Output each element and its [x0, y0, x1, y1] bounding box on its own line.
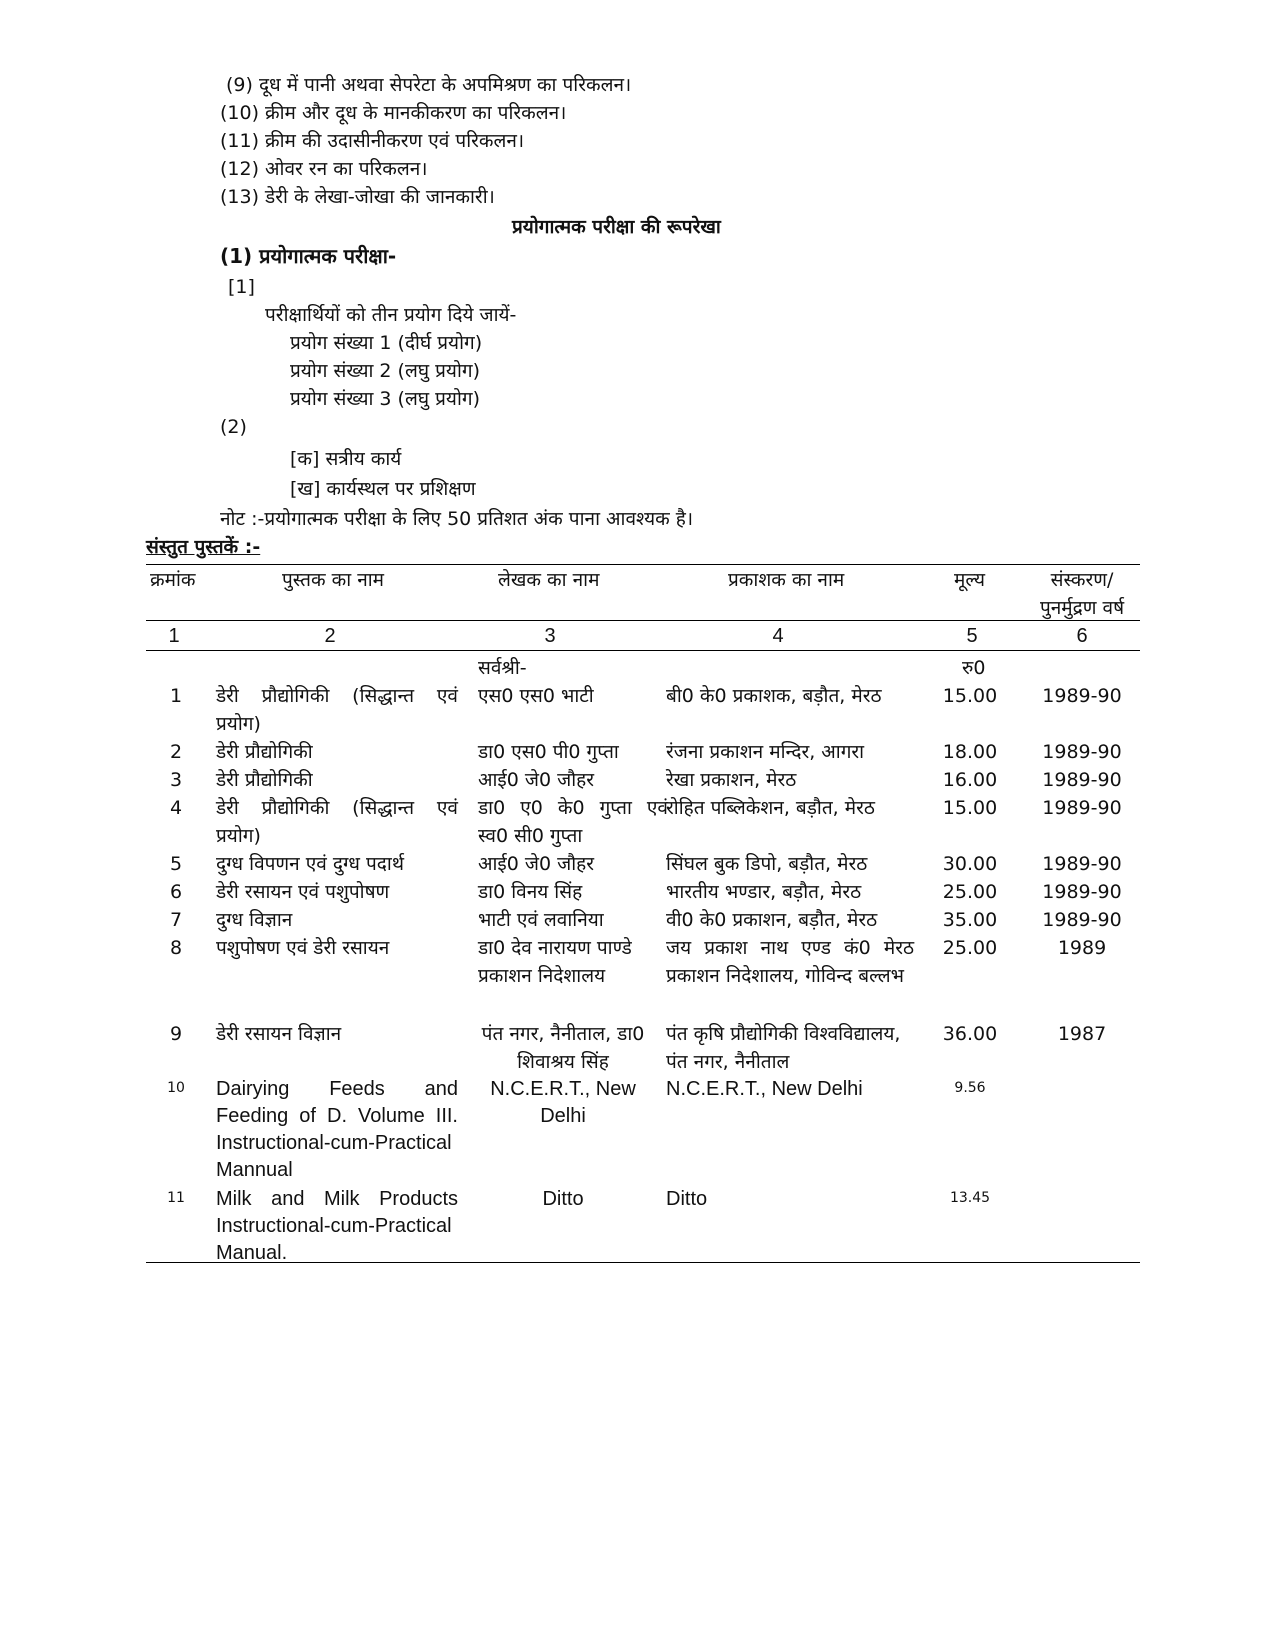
author-prefix: सर्वश्री- [478, 657, 527, 679]
col-number: 2 [324, 625, 336, 647]
row-book: दुग्ध विपणन एवं दुग्ध पदार्थ [216, 853, 404, 875]
row-author: डा0 एस0 पी0 गुप्ता [478, 741, 619, 763]
row-price: 18.00 [942, 741, 998, 763]
row-price: 13.45 [949, 1190, 991, 1206]
practical-note: नोट :-प्रयोगात्मक परीक्षा के लिए 50 प्रतिशत अंक पाना आवश्यक है। [220, 508, 694, 530]
row-author: आई0 जे0 जौहर [478, 853, 594, 875]
row-author: आई0 जे0 जौहर [478, 769, 594, 791]
row-author: डा0 ए0 के0 गुप्ता एवं स्व0 सी0 गुप्ता [478, 797, 668, 847]
section-title: प्रयोगात्मक परीक्षा की रूपरेखा [512, 216, 721, 238]
header-author: लेखक का नाम [498, 569, 600, 591]
header-edition-line1: संस्करण/ [1050, 569, 1114, 591]
row-serial: 2 [169, 741, 183, 763]
row-price: 15.00 [942, 685, 998, 707]
header-serial: क्रमांक [150, 569, 196, 591]
row-author: N.C.E.R.T., New Delhi [490, 1078, 636, 1127]
header-price: मूल्य [954, 569, 986, 591]
row-publisher: जय प्रकाश नाथ एण्ड कं0 मेरठ प्रकाशन निदेशालय, गोविन्द बल्लभ [666, 937, 914, 987]
row-price: 15.00 [942, 797, 998, 819]
row-publisher: भारतीय भण्डार, बड़ौत, मेरठ [666, 881, 862, 903]
row-publisher: N.C.E.R.T., New Delhi [666, 1078, 863, 1100]
row-serial: 5 [169, 853, 183, 875]
row-book: डेरी प्रौद्योगिकी (सिद्धान्त एवं प्रयोग) [216, 797, 458, 847]
row-author: डा0 विनय सिंह [478, 881, 583, 903]
row-year: 1989-90 [1042, 797, 1122, 819]
row-publisher: रेखा प्रकाशन, मेरठ [666, 769, 797, 791]
row-serial: 11 [167, 1190, 185, 1206]
row-price: 16.00 [942, 769, 998, 791]
practical-intro: परीक्षार्थियों को तीन प्रयोग दिये जायें- [265, 304, 517, 326]
row-price: 25.00 [942, 937, 998, 959]
list-item: (9) दूध में पानी अथवा सेपरेटा के अपमिश्रण का परिकलन। [226, 74, 632, 96]
row-book: दुग्ध विज्ञान [216, 909, 293, 931]
practical-marker-1: [1] [228, 276, 255, 298]
row-book: डेरी प्रौद्योगिकी (सिद्धान्त एवं प्रयोग) [216, 685, 458, 735]
subitem: [ख] कार्यस्थल पर प्रशिक्षण [290, 478, 476, 500]
row-serial: 3 [169, 769, 183, 791]
row-serial: 9 [169, 1023, 183, 1045]
row-publisher: बी0 के0 प्रकाशक, बड़ौत, मेरठ [666, 685, 882, 707]
col-number: 6 [1076, 625, 1088, 647]
row-author: पंत नगर, नैनीताल, डा0 शिवाश्रय सिंह [481, 1023, 645, 1073]
row-price: 25.00 [942, 881, 998, 903]
practical-marker-2: (2) [220, 416, 247, 438]
row-serial: 8 [169, 937, 183, 959]
row-serial: 6 [169, 881, 183, 903]
experiment-item: प्रयोग संख्या 2 (लघु प्रयोग) [290, 360, 480, 382]
price-unit: रु0 [962, 657, 986, 679]
row-year: 1989-90 [1042, 741, 1122, 763]
row-author: डा0 देव नारायण पाण्डे प्रकाशन निदेशालय [478, 937, 632, 987]
list-item: (11) क्रीम की उदासीनीकरण एवं परिकलन। [220, 130, 525, 152]
row-book: डेरी रसायन एवं पशुपोषण [216, 881, 390, 903]
row-publisher: पंत कृषि प्रौद्योगिकी विश्वविद्यालय, पंत नगर, नैनीताल [666, 1023, 901, 1073]
practical-heading: (1) प्रयोगात्मक परीक्षा- [220, 244, 397, 268]
row-book: पशुपोषण एवं डेरी रसायन [216, 937, 390, 959]
row-publisher: वी0 के0 प्रकाशन, बड़ौत, मेरठ [666, 909, 878, 931]
row-serial: 1 [169, 685, 183, 707]
row-price: 36.00 [942, 1023, 998, 1045]
row-publisher: रोहित पब्लिकेशन, बड़ौत, मेरठ [666, 797, 875, 819]
row-publisher: सिंघल बुक डिपो, बड़ौत, मेरठ [666, 853, 868, 875]
col-number: 1 [168, 625, 180, 647]
row-book: डेरी प्रौद्योगिकी [216, 741, 313, 763]
header-publisher: प्रकाशक का नाम [728, 569, 845, 591]
row-price: 9.56 [954, 1080, 986, 1096]
row-publisher: Ditto [666, 1188, 708, 1210]
row-author: Ditto [542, 1188, 584, 1210]
row-year: 1989 [1057, 937, 1107, 959]
row-book: डेरी रसायन विज्ञान [216, 1023, 342, 1045]
col-number: 3 [544, 625, 556, 647]
row-book: Dairying Feeds and Feeding of D. Volume III. Instructional-cum-Practical Mannual [216, 1078, 458, 1181]
row-book: डेरी प्रौद्योगिकी [216, 769, 313, 791]
header-edition [1028, 566, 1136, 622]
subitem: [क] सत्रीय कार्य [290, 448, 402, 470]
row-year: 1987 [1057, 1023, 1107, 1045]
row-author: भाटी एवं लवानिया [478, 909, 604, 931]
list-item: (12) ओवर रन का परिकलन। [220, 158, 428, 180]
list-item: (13) डेरी के लेखा-जोखा की जानकारी। [220, 186, 495, 208]
header-edition-line2: पुनर्मुद्रण वर्ष [1039, 597, 1125, 619]
row-serial: 7 [169, 909, 183, 931]
row-year: 1989-90 [1042, 909, 1122, 931]
row-year: 1989-90 [1042, 769, 1122, 791]
col-number: 5 [966, 625, 978, 647]
list-item: (10) क्रीम और दूध के मानकीकरण का परिकलन। [220, 102, 567, 124]
col-number: 4 [772, 625, 784, 647]
table-top-rule [146, 564, 1140, 565]
table-header-rule [146, 620, 1140, 621]
row-book: Milk and Milk Products Instructional-cum-Practical Manual. [216, 1188, 458, 1264]
experiment-item: प्रयोग संख्या 3 (लघु प्रयोग) [290, 388, 480, 410]
experiment-item: प्रयोग संख्या 1 (दीर्घ प्रयोग) [290, 332, 483, 354]
row-year: 1989-90 [1042, 685, 1122, 707]
row-serial: 10 [167, 1080, 185, 1096]
row-year: 1989-90 [1042, 881, 1122, 903]
row-price: 35.00 [942, 909, 998, 931]
table-number-rule [146, 650, 1140, 651]
header-book: पुस्तक का नाम [282, 569, 385, 591]
books-heading: संस्तुत पुस्तकें :- [146, 536, 261, 558]
row-publisher: रंजना प्रकाशन मन्दिर, आगरा [666, 741, 865, 763]
row-author: एस0 एस0 भाटी [478, 685, 594, 707]
row-year: 1989-90 [1042, 853, 1122, 875]
row-serial: 4 [169, 797, 183, 819]
row-price: 30.00 [942, 853, 998, 875]
